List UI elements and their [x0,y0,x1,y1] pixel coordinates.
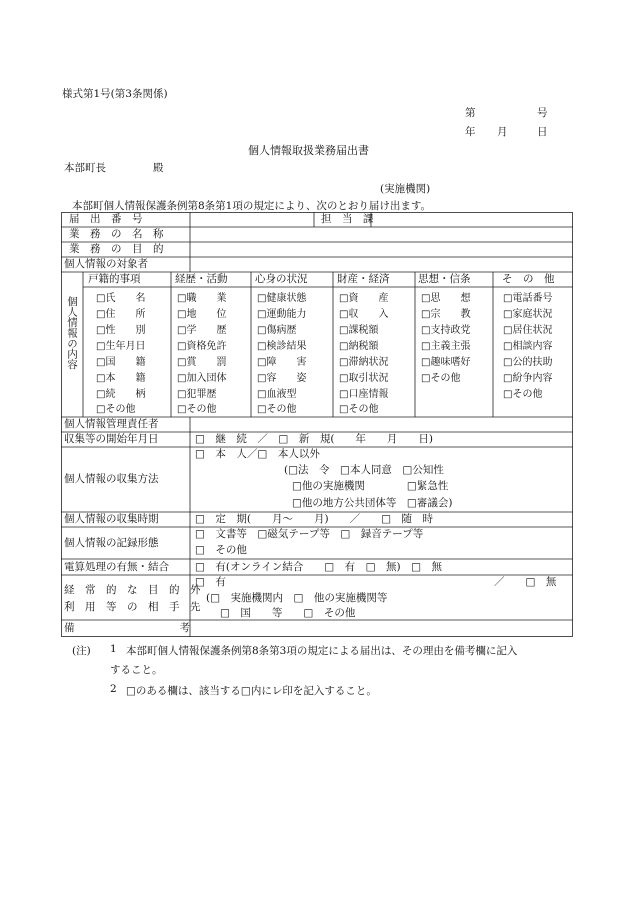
checkbox-item[interactable]: □支持政党 [421,325,471,336]
checkbox-item[interactable]: □その他 [257,404,297,415]
date-day: 日 [537,126,548,138]
checkbox-item[interactable]: □電話番号 [503,293,553,304]
category-header-family-register: 戸籍的事項 [88,273,141,285]
collection-timing-label: 個人情報の収集時期 [64,513,159,525]
checkbox-item[interactable]: □取引状況 [339,373,389,384]
business-purpose-label: 業 務 の 目 的 [69,243,164,255]
checkbox-item[interactable]: □続 柄 [96,389,146,400]
note-1-text-cont: すること。 [110,664,163,676]
business-name-label: 業 務 の 名 称 [69,228,164,240]
checkbox-item[interactable]: □その他 [421,373,461,384]
checkbox-item[interactable]: □口座情報 [339,389,389,400]
checkbox-item[interactable]: □家庭状況 [503,309,553,320]
category-header-other: そ の 他 [502,273,555,285]
collection-timing-options[interactable]: □ 定 期( 月〜 月) ／ □ 随 時 [195,513,434,525]
checkbox-item[interactable]: □職 業 [177,293,227,304]
collection-method-label: 個人情報の収集方法 [64,473,159,485]
checkbox-item[interactable]: □地 位 [177,309,227,320]
checkbox-item[interactable]: □資 産 [339,293,389,304]
record-format-line2[interactable]: □ その他 [195,544,247,556]
notification-number-label: 届 出 番 号 [69,213,143,225]
checkbox-item[interactable]: □滞納状況 [339,357,389,368]
page-title: 個人情報取扱業務届出書 [248,144,369,157]
checkbox-item[interactable]: □課税額 [339,325,379,336]
content-label: 個人情報の内容 [66,296,78,370]
checkbox-item[interactable]: □犯罪歴 [177,389,217,400]
number-prefix: 第 [465,107,476,119]
external-use-line3[interactable]: □ 国 等 □ その他 [220,607,356,619]
checkbox-item[interactable]: □相談内容 [503,341,553,352]
category-header-belief: 思想・信条 [418,273,471,285]
checkbox-item[interactable]: □運動能力 [257,309,307,320]
checkbox-item[interactable]: □国 籍 [96,357,146,368]
checkbox-item[interactable]: □容 姿 [257,373,307,384]
manager-label: 個人情報管理責任者 [64,418,159,430]
checkbox-item[interactable]: □生年月日 [96,341,146,352]
checkbox-item[interactable]: □その他 [177,404,217,415]
record-format-label: 個人情報の記録形態 [64,537,159,549]
note-label: (注) [72,645,91,657]
checkbox-item[interactable]: □その他 [96,404,136,415]
note-2-number: 2 [110,683,117,695]
checkbox-item[interactable]: □障 害 [257,357,307,368]
checkbox-item[interactable]: □思 想 [421,293,471,304]
checkbox-item[interactable]: □趣味嗜好 [421,357,471,368]
checkbox-item[interactable]: □主義主張 [421,341,471,352]
collection-method-line1[interactable]: □ 本 人／□ 本人以外 [195,448,320,460]
checkbox-item[interactable]: □納税額 [339,341,379,352]
computer-processing-options[interactable]: □ 有(オンライン結合 □ 有 □ 無) □ 無 [195,561,443,573]
category-header-career: 経歴・活動 [175,273,228,285]
computer-processing-label: 電算処理の有無・結合 [64,561,169,573]
checkbox-item[interactable]: □資格免許 [177,341,227,352]
external-use-line2[interactable]: (□ 実施機関内 □ 他の実施機関等 [206,592,388,604]
checkbox-item[interactable]: □その他 [339,404,379,415]
checkbox-item[interactable]: □賞 罰 [177,357,227,368]
honorific: 殿 [153,162,164,174]
submitter-label: (実施機関) [380,183,431,195]
checkbox-item[interactable]: □居住状況 [503,325,553,336]
checkbox-item[interactable]: □加入団体 [177,373,227,384]
remarks-label: 備 考 [64,622,190,634]
checkbox-item[interactable]: □本 籍 [96,373,146,384]
checkbox-item[interactable]: □公的扶助 [503,357,553,368]
checkbox-item[interactable]: □紛争内容 [503,373,553,384]
collection-method-line4[interactable]: □他の地方公共団体等 □審議会) [292,497,453,509]
checkbox-item[interactable]: □検診結果 [257,341,307,352]
checkbox-item[interactable]: □健康状態 [257,293,307,304]
checkbox-item[interactable]: □住 所 [96,309,146,320]
note-2-text: □のある欄は、該当する□内にレ印を記入すること。 [126,685,377,697]
checkbox-item[interactable]: □氏 名 [96,293,146,304]
checkbox-item[interactable]: □収 入 [339,309,389,320]
checkbox-item[interactable]: □傷病歴 [257,325,297,336]
checkbox-item[interactable]: □性 別 [96,325,146,336]
collection-method-line3[interactable]: □他の実施機関 □緊急性 [292,480,449,492]
external-use-label-2: 利 用 等 の 相 手 先 [64,601,201,613]
target-person-label: 個人情報の対象者 [64,258,148,270]
addressee: 本部町長 [64,162,106,174]
checkbox-item[interactable]: □その他 [503,389,543,400]
date-month: 月 [497,126,508,138]
checkbox-item[interactable]: □宗 教 [421,309,471,320]
checkbox-item[interactable]: □血液型 [257,389,297,400]
category-header-health: 心身の状況 [255,273,308,285]
record-format-line1[interactable]: □ 文書等 □磁気テープ等 □ 録音テープ等 [195,528,424,540]
intro-text: 本部町個人情報保護条例第8条第1項の規定により、次のとおり届け出ます。 [72,200,432,212]
category-header-property: 財産・経済 [337,273,390,285]
note-1-text: 本部町個人情報保護条例第8条第3項の規定による届出は、その理由を備考欄に記入 [126,645,518,657]
start-date-options[interactable]: □ 継 続 ／ □ 新 規( 年 月 日) [195,433,434,445]
external-use-yes[interactable]: □ 有 [195,576,226,588]
collection-method-line2[interactable]: (□法 令 □本人同意 □公知性 [284,464,444,476]
external-use-none[interactable]: ／ □ 無 [494,576,557,588]
date-year: 年 [465,126,476,138]
start-date-label: 収集等の開始年月日 [64,433,159,445]
department-label: 担 当 課 [321,213,374,225]
external-use-label-1: 経 常 的 な 目 的 外 [64,584,201,596]
number-suffix: 号 [537,107,548,119]
note-1-number: 1 [110,643,117,655]
checkbox-item[interactable]: □学 歴 [177,325,227,336]
notification-form [61,212,573,637]
form-number: 様式第1号(第3条関係) [62,88,168,100]
